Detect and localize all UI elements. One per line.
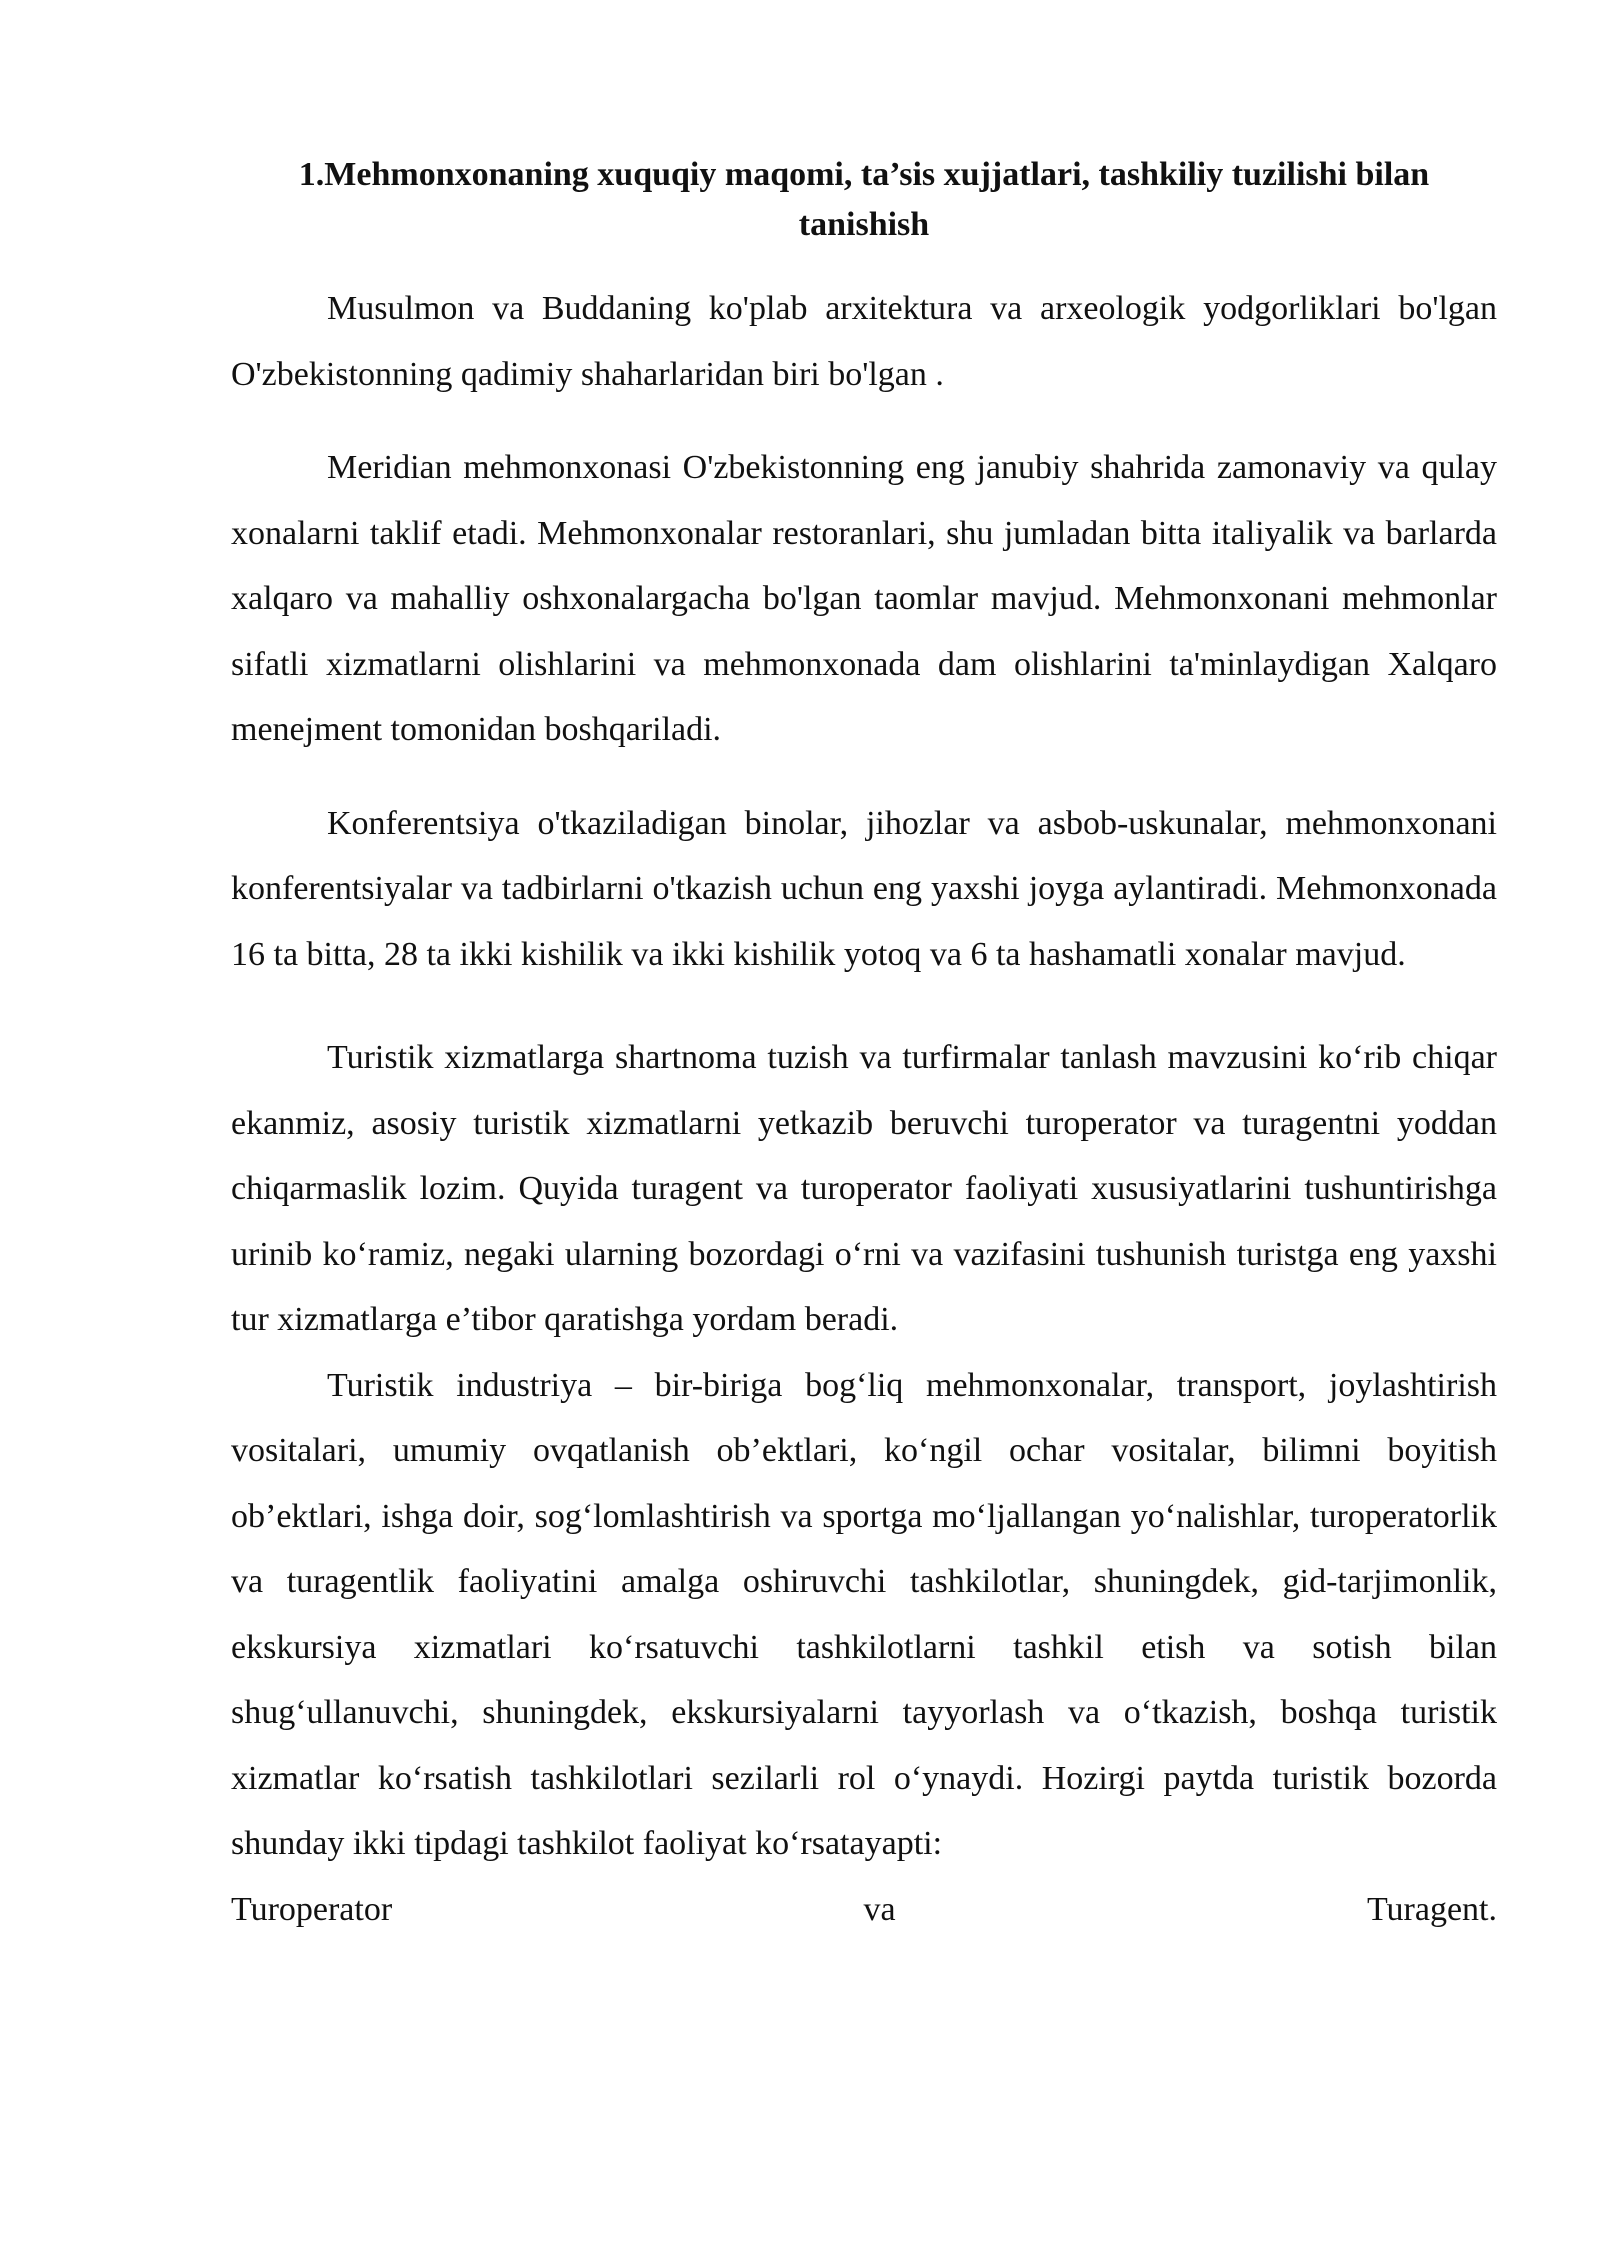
paragraph-1: Musulmon va Buddaning ko'plab arxitektura va arxeologik yodgorliklari bo'lgan O'zbekistonning qadimiy shaharlaridan biri bo'lgan .	[231, 290, 1497, 393]
final-line-right: Turagent.	[1366, 1890, 1497, 1928]
paragraph-5: Turistik industriya – bir-biriga bog‘liq mehmonxonalar, transport, joylashtirish vositalari, umumiy ovqatlanish ob’ektlari, ko‘ngil ochar vositalar, bilimni boyitish ob’ektlari, ishga doir, sog‘lomlashtirish va sportga mo‘ljallangan yo‘nalishlar, turoperatorlik va turagentlik faoliyatini amalga oshiruvchi tashkilotlar, shuningdek, gid-tarjimonlik, ekskursiya xizmatlari ko‘rsatuvchi tashkilotlarni tashkil etish va sotish bilan shug‘ullanuvchi, shuningdek, ekskursiyalarni tayyorlash va o‘tkazish, boshqa turistik xizmatlar ko‘rsatish tashkilotlari sezilarli rol o‘ynaydi. Hozirgi paytda turistik bozorda shunday ikki tipdagi tashkilot faoliyat ko‘rsatayapti:	[231, 1366, 1497, 1862]
paragraph-2: Meridian mehmonxonasi O'zbekistonning eng janubiy shahrida zamonaviy va qulay xonalarni taklif etadi. Mehmonxonalar restoranlari, shu jumladan bitta italiyalik va barlarda xalqaro va mahalliy oshxonalargacha bo'lgan taomlar mavjud. Mehmonxonani mehmonlar sifatli xizmatlarni olishlarini va mehmonxonada dam olishlarini ta'minlaydigan Xalqaro menejment tomonidan boshqariladi.	[231, 449, 1497, 748]
document-title: 1.Mehmonxonaning xuquqiy maqomi, ta’sis xujjatlari, tashkiliy tuzilishi bilan tanishish	[298, 156, 1430, 243]
paragraph-3: Konferentsiya o'tkaziladigan binolar, jihozlar va asbob-uskunalar, mehmonxonani konferentsiyalar va tadbirlarni o'tkazish uchun eng yaxshi joyga aylantiradi. Mehmonxonada 16 ta bitta, 28 ta ikki kishilik va ikki kishilik yotoq va 6 ta hashamatli xonalar mavjud.	[231, 804, 1497, 973]
final-line-left: Turoperator	[231, 1890, 393, 1928]
document-body	[231, 150, 1497, 1942]
paragraph-4: Turistik xizmatlarga shartnoma tuzish va turfirmalar tanlash mavzusini ko‘rib chiqar ekanmiz, asosiy turistik xizmatlarni yetkazib beruvchi turoperator va turagentni yoddan chiqarmaslik lozim. Quyida turagent va turoperator faoliyati xususiyatlarini tushuntirishga urinib ko‘ramiz, negaki ularning bozordagi o‘rni va vazifasini tushunish turistga eng yaxshi tur xizmatlarga e’tibor qaratishga yordam beradi.	[231, 1039, 1497, 1338]
paragraph-5-final-line	[231, 1877, 1497, 1943]
final-line-middle: va	[863, 1890, 896, 1928]
